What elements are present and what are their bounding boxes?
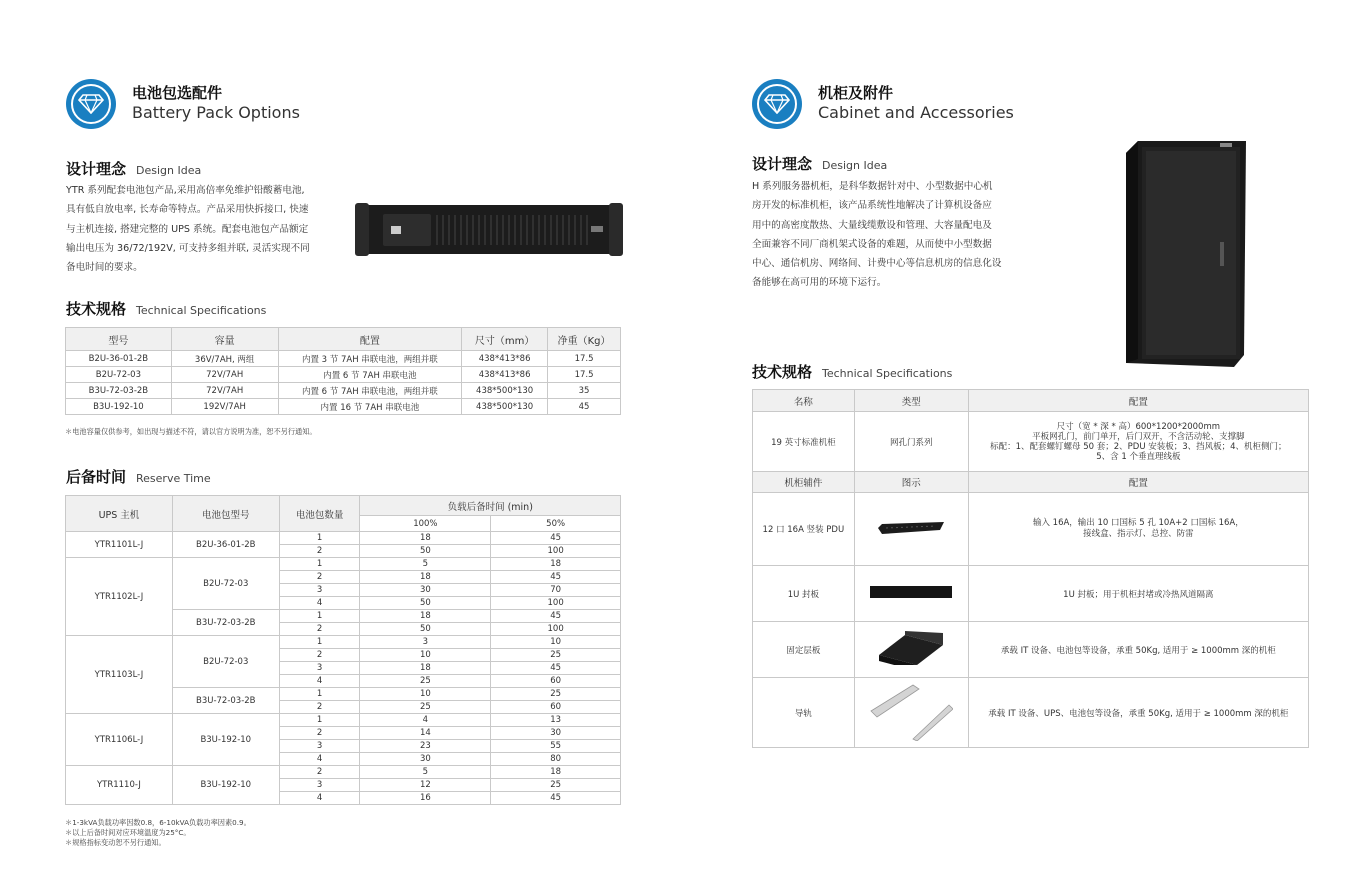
design-line: H 系列服务器机柜，是科华数据针对中、小型数据中心机 (752, 181, 993, 192)
column-header-50: 50% (491, 516, 621, 532)
time-50-cell: 10 (491, 636, 621, 649)
battery-design-text (66, 181, 356, 277)
cabinet-type: 网孔门系列 (854, 412, 968, 472)
config-line: 尺寸（宽 * 深 * 高）600*1200*2000mm (1056, 421, 1221, 432)
battery-pack-cell: B2U-72-03 (172, 558, 279, 610)
pack-qty-cell: 3 (279, 779, 360, 792)
column-header: 配置 (968, 390, 1308, 412)
table-row (66, 351, 621, 367)
table-row (753, 493, 1309, 566)
config-line: 平板网孔门，前门单开，后门双开，不含活动轮、支撑脚 (1032, 431, 1245, 442)
table-row (66, 367, 621, 383)
table-cell: 35 (548, 383, 621, 399)
config-line: 接线盒、指示灯、总控、防雷 (1083, 529, 1194, 539)
column-header: 图示 (854, 472, 968, 493)
design-title-cn: 设计理念 (752, 155, 813, 173)
cabinet-design-text (752, 177, 1052, 293)
table-row (66, 383, 621, 399)
table-cell: 192V/7AH (171, 399, 278, 415)
time-50-cell: 18 (491, 766, 621, 779)
column-header: 配置 (968, 472, 1308, 493)
ups-model-cell: YTR1110-J (66, 766, 173, 805)
table-row (753, 678, 1309, 748)
table-cell: 72V/7AH (171, 367, 278, 383)
time-50-cell: 30 (491, 727, 621, 740)
spec-title-en: Technical Specifications (822, 367, 953, 380)
config-line: 标配：1、配套螺钉螺母 50 套；2、PDU 安装板；3、挡风板；4、机柜侧门； (990, 441, 1287, 452)
design-line: 与主机连接, 搭建完整的 UPS 系统。配套电池包产品额定 (66, 223, 309, 235)
time-50-cell: 70 (491, 584, 621, 597)
config-line: 1U 封板；用于机柜封堵或冷热风道隔离 (1063, 589, 1214, 600)
time-100-cell: 25 (360, 701, 491, 714)
column-header-time: 负载后备时间 (min) (360, 496, 621, 516)
reserve-title-en: Reserve Time (136, 472, 211, 485)
table-row (753, 412, 1309, 472)
time-50-cell: 25 (491, 688, 621, 701)
table-header-row (66, 328, 621, 351)
pack-qty-cell: 2 (279, 545, 360, 558)
config-line: 输入 16A，输出 10 口国标 5 孔 10A+2 口国标 16A， (1032, 518, 1244, 528)
time-50-cell: 100 (491, 597, 621, 610)
battery-spec-table (65, 327, 621, 415)
accessory-name: 固定层板 (753, 622, 855, 678)
table-row (753, 622, 1309, 678)
pdu-image (854, 493, 968, 566)
time-50-cell: 100 (491, 545, 621, 558)
table-cell: 72V/7AH (171, 383, 278, 399)
battery-pack-cell: B3U-72-03-2B (172, 688, 279, 714)
time-100-cell: 18 (360, 532, 491, 545)
design-title-en: Design Idea (136, 164, 202, 177)
accessory-name: 12 口 16A 竖装 PDU (753, 493, 855, 566)
pack-qty-cell: 4 (279, 675, 360, 688)
table-cell: B3U-192-10 (66, 399, 172, 415)
battery-spec-note: ＊电池容量仅供参考，如出现与描述不符，请以官方说明为准，恕不另行通知。 (65, 427, 317, 436)
pack-qty-cell: 1 (279, 714, 360, 727)
battery-pack-cell: B2U-72-03 (172, 636, 279, 688)
column-header: 机柜辅件 (753, 472, 855, 493)
column-header-pack: 电池包型号 (172, 496, 279, 532)
time-100-cell: 18 (360, 610, 491, 623)
cabinet-section-header (752, 79, 1014, 129)
config-line: 承载 IT 设备、UPS、电池包等设备，承重 50Kg, 适用于 ≥ 1000mm 深的机柜 (988, 708, 1289, 719)
column-header: 类型 (854, 390, 968, 412)
time-50-cell: 25 (491, 779, 621, 792)
accessory-name: 1U 封板 (753, 566, 855, 622)
column-header-100: 100% (360, 516, 491, 532)
design-line: 具有低自放电率, 长寿命等特点。产品采用快拆接口, 快速 (66, 204, 309, 216)
table-header-row (753, 390, 1309, 412)
pack-qty-cell: 2 (279, 766, 360, 779)
time-50-cell: 45 (491, 571, 621, 584)
time-50-cell: 60 (491, 675, 621, 688)
table-row (66, 766, 621, 779)
table-cell: 内置 6 节 7AH 串联电池，两组并联 (278, 383, 462, 399)
design-line: 备能够在高可用的环境下运行。 (752, 277, 887, 289)
pack-qty-cell: 1 (279, 532, 360, 545)
design-line: 房开发的标准机柜，该产品系统性地解决了计算机设备应 (752, 200, 992, 212)
column-header: 名称 (753, 390, 855, 412)
pack-qty-cell: 2 (279, 701, 360, 714)
cabinet-name: 19 英寸标准机柜 (753, 412, 855, 472)
pack-qty-cell: 2 (279, 649, 360, 662)
battery-pack-cell: B3U-72-03-2B (172, 610, 279, 636)
battery-pack-cell: B2U-36-01-2B (172, 532, 279, 558)
time-50-cell: 45 (491, 610, 621, 623)
battery-title-en: Battery Pack Options (132, 103, 300, 122)
pack-qty-cell: 1 (279, 688, 360, 701)
table-cell: 内置 16 节 7AH 串联电池 (278, 399, 462, 415)
table-cell: 内置 3 节 7AH 串联电池，两组并联 (278, 351, 462, 367)
table-row (753, 566, 1309, 622)
diamond-logo-icon (66, 79, 116, 129)
time-100-cell: 30 (360, 753, 491, 766)
cabinet-title-cn: 机柜及附件 (818, 84, 894, 102)
column-header: 净重（Kg） (548, 328, 621, 351)
time-50-cell: 60 (491, 701, 621, 714)
cabinet-spec-title (752, 361, 952, 382)
table-cell: B2U-72-03 (66, 367, 172, 383)
time-100-cell: 50 (360, 597, 491, 610)
table-row (66, 399, 621, 415)
column-header: 容量 (171, 328, 278, 351)
pack-qty-cell: 2 (279, 727, 360, 740)
pack-qty-cell: 4 (279, 753, 360, 766)
time-100-cell: 50 (360, 545, 491, 558)
table-cell: 438*413*86 (462, 351, 548, 367)
spec-title-en: Technical Specifications (136, 304, 267, 317)
time-50-cell: 45 (491, 532, 621, 545)
pack-qty-cell: 3 (279, 662, 360, 675)
table-cell: 438*500*130 (462, 399, 548, 415)
shelf-image (854, 622, 968, 678)
table-row (66, 636, 621, 649)
reserve-title-cn: 后备时间 (66, 468, 127, 486)
diamond-logo-icon (752, 79, 802, 129)
table-row (66, 558, 621, 571)
column-header: 尺寸（mm） (462, 328, 548, 351)
config-line: 承载 IT 设备、电池包等设备，承重 50Kg, 适用于 ≥ 1000mm 深的机柜 (1000, 645, 1276, 656)
reserve-note: ＊规格指标变动恕不另行通知。 (65, 838, 166, 847)
pack-qty-cell: 4 (279, 792, 360, 805)
cabinet-config (968, 412, 1308, 472)
time-100-cell: 25 (360, 675, 491, 688)
battery-pack-image (355, 200, 623, 264)
pack-qty-cell: 2 (279, 623, 360, 636)
config-line: 5、含 1 个垂直理线板 (1096, 451, 1181, 462)
time-50-cell: 45 (491, 662, 621, 675)
time-100-cell: 23 (360, 740, 491, 753)
time-50-cell: 18 (491, 558, 621, 571)
battery-spec-title (66, 298, 266, 319)
cabinet-design-title (752, 153, 887, 174)
time-50-cell: 55 (491, 740, 621, 753)
accessory-config (968, 678, 1308, 748)
ups-model-cell: YTR1101L-J (66, 532, 173, 558)
time-100-cell: 4 (360, 714, 491, 727)
reserve-time-title (66, 466, 211, 487)
table-cell: B3U-72-03-2B (66, 383, 172, 399)
time-100-cell: 16 (360, 792, 491, 805)
time-100-cell: 10 (360, 688, 491, 701)
design-line: YTR 系列配套电池包产品,采用高倍率免维护铅酸蓄电池, (66, 185, 305, 196)
accessory-config (968, 622, 1308, 678)
accessory-config (968, 493, 1308, 566)
table-cell: 17.5 (548, 367, 621, 383)
time-50-cell: 25 (491, 649, 621, 662)
time-100-cell: 18 (360, 571, 491, 584)
table-cell: 17.5 (548, 351, 621, 367)
time-100-cell: 50 (360, 623, 491, 636)
table-cell: 438*500*130 (462, 383, 548, 399)
accessory-name: 导轨 (753, 678, 855, 748)
time-100-cell: 10 (360, 649, 491, 662)
pack-qty-cell: 1 (279, 558, 360, 571)
time-100-cell: 12 (360, 779, 491, 792)
reserve-note: ＊1-3kVA负载功率因数0.8，6-10kVA负载功率因素0.9。 (65, 818, 251, 827)
time-100-cell: 3 (360, 636, 491, 649)
design-line: 输出电压为 36/72/192V, 可支持多组并联, 灵活实现不同 (66, 242, 310, 254)
table-cell: 45 (548, 399, 621, 415)
design-line: 全面兼容不同厂商机架式设备的难题，从而使中小型数据 (752, 238, 992, 250)
reserve-time-table (65, 495, 621, 805)
time-50-cell: 13 (491, 714, 621, 727)
time-50-cell: 80 (491, 753, 621, 766)
pack-qty-cell: 1 (279, 636, 360, 649)
table-cell: 内置 6 节 7AH 串联电池 (278, 367, 462, 383)
time-100-cell: 5 (360, 766, 491, 779)
spec-title-cn: 技术规格 (66, 300, 127, 318)
reserve-notes (65, 818, 251, 848)
cabinet-title-en: Cabinet and Accessories (818, 103, 1014, 122)
pack-qty-cell: 3 (279, 584, 360, 597)
table-header-row (753, 472, 1309, 493)
cabinet-spec-table (752, 389, 1309, 748)
spec-title-cn: 技术规格 (752, 363, 813, 381)
ups-model-cell: YTR1106L-J (66, 714, 173, 766)
blank-panel-image (854, 566, 968, 622)
design-line: 备电时间的要求。 (66, 262, 143, 274)
table-row (66, 532, 621, 545)
design-title-en: Design Idea (822, 159, 888, 172)
column-header-qty: 电池包数量 (279, 496, 360, 532)
reserve-note: ＊以上后备时间对应环境温度为25°C。 (65, 828, 191, 837)
column-header: 配置 (278, 328, 462, 351)
pack-qty-cell: 2 (279, 571, 360, 584)
server-cabinet-image (1124, 137, 1248, 373)
table-cell: 438*413*86 (462, 367, 548, 383)
battery-title-cn: 电池包选配件 (132, 84, 223, 102)
time-100-cell: 30 (360, 584, 491, 597)
time-50-cell: 100 (491, 623, 621, 636)
battery-pack-cell: B3U-192-10 (172, 714, 279, 766)
time-50-cell: 45 (491, 792, 621, 805)
design-line: 用中的高密度散热、大量线缆敷设和管理、大容量配电及 (752, 219, 992, 231)
time-100-cell: 14 (360, 727, 491, 740)
accessory-config (968, 566, 1308, 622)
battery-design-title (66, 158, 201, 179)
column-header: 型号 (66, 328, 172, 351)
table-cell: 36V/7AH, 两组 (171, 351, 278, 367)
time-100-cell: 18 (360, 662, 491, 675)
ups-model-cell: YTR1103L-J (66, 636, 173, 714)
ups-model-cell: YTR1102L-J (66, 558, 173, 636)
battery-pack-cell: B3U-192-10 (172, 766, 279, 805)
design-line: 中心、通信机房、网络间、计费中心等信息机房的信息化设 (752, 258, 1002, 270)
pack-qty-cell: 4 (279, 597, 360, 610)
design-title-cn: 设计理念 (66, 160, 127, 178)
table-cell: B2U-36-01-2B (66, 351, 172, 367)
table-header-row (66, 496, 621, 516)
time-100-cell: 5 (360, 558, 491, 571)
pack-qty-cell: 1 (279, 610, 360, 623)
battery-section-header (66, 79, 300, 129)
table-row (66, 714, 621, 727)
rail-image (854, 678, 968, 748)
pack-qty-cell: 3 (279, 740, 360, 753)
column-header-ups: UPS 主机 (66, 496, 173, 532)
